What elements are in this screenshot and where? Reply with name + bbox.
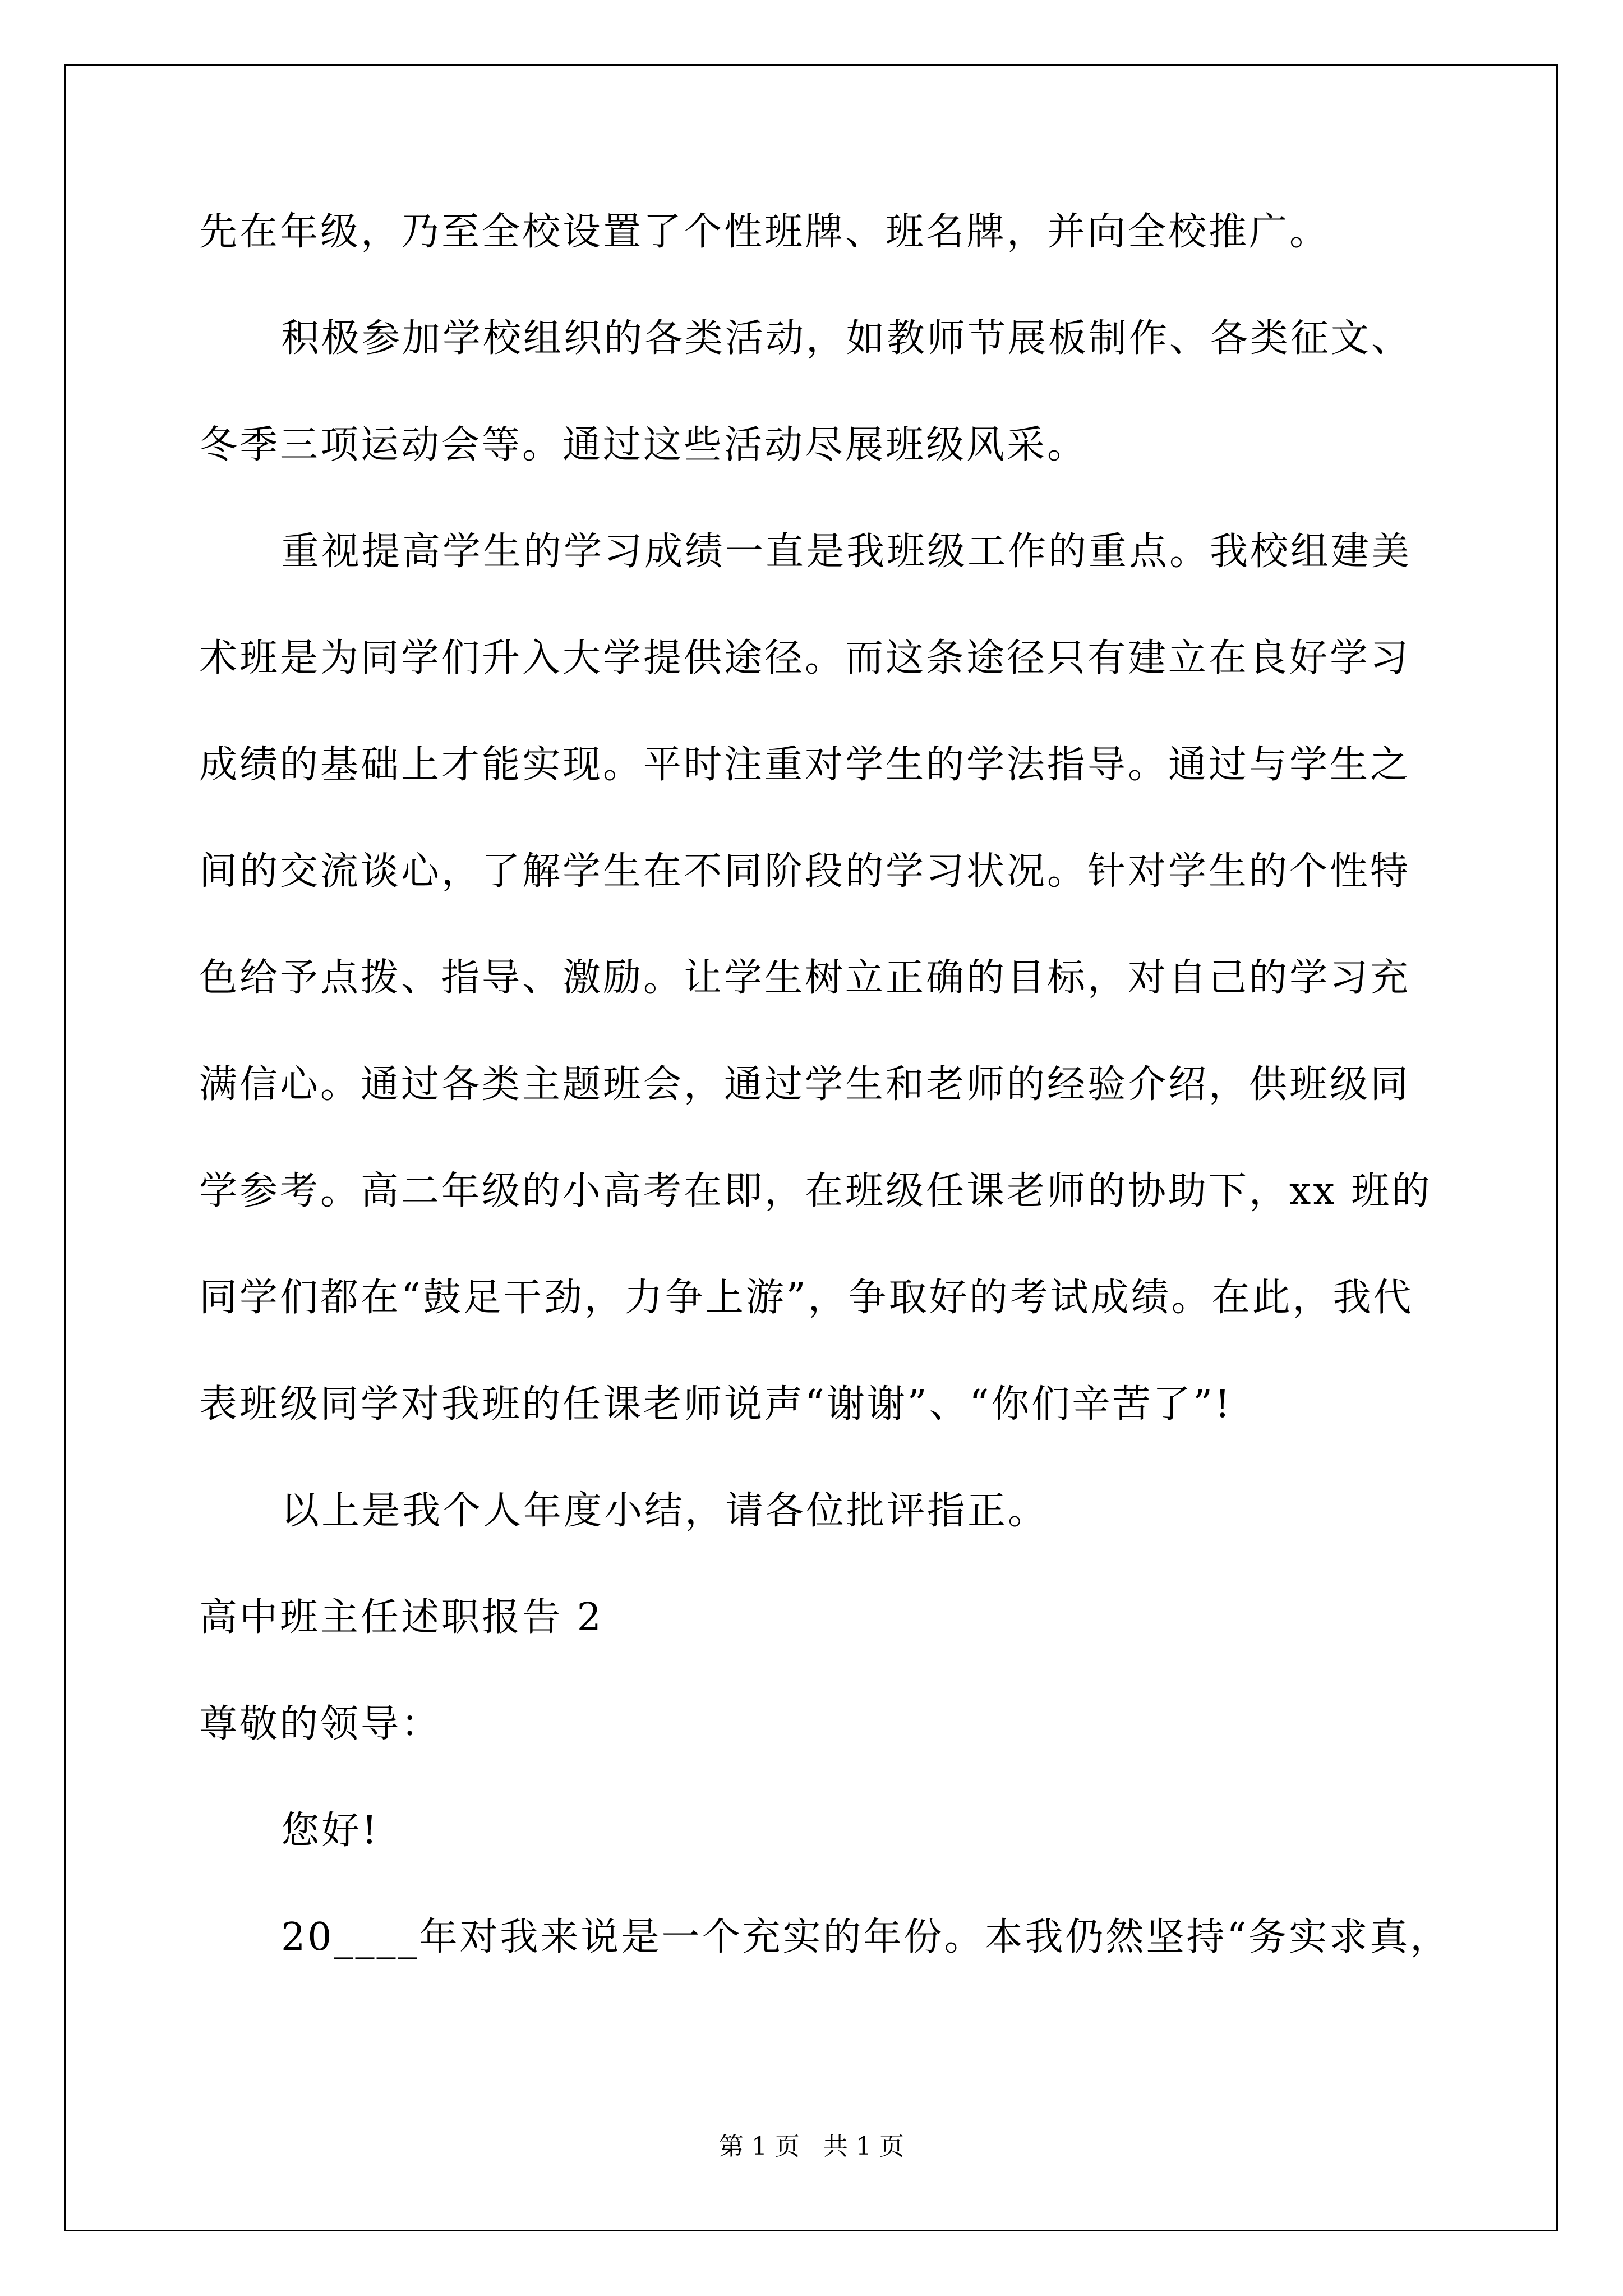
text-line: 积极参加学校组织的各类活动，如教师节展板制作、各类征文、 [281, 316, 1412, 361]
text-line: 满信心。通过各类主题班会，通过学生和老师的经验介绍，供班级同 [199, 1062, 1411, 1107]
page-number-current: 第 1 页 [719, 2132, 800, 2161]
page-footer [0, 2126, 1623, 2162]
text-line: 先在年级，乃至全校设置了个性班牌、班名牌，并向全校推广。 [199, 210, 1330, 254]
text-line: 20____年对我来说是一个充实的年份。本我仍然坚持“务实求真， [281, 1915, 1451, 1959]
text-line: 学参考。高二年级的小高考在即，在班级任课老师的协助下，xx 班的 [199, 1169, 1432, 1213]
text-line: 同学们都在“鼓足干劲，力争上游”，争取好的考试成绩。在此，我代 [199, 1276, 1414, 1320]
text-line: 间的交流谈心，了解学生在不同阶段的学习状况。针对学生的个性特 [199, 849, 1411, 894]
salutation: 尊敬的领导： [199, 1702, 442, 1746]
page-number-total: 共 1 页 [823, 2132, 904, 2161]
text-line: 色给予点拨、指导、激励。让学生树立正确的目标，对自己的学习充 [199, 956, 1411, 1000]
text-line: 术班是为同学们升入大学提供途径。而这条途径只有建立在良好学习 [199, 636, 1411, 680]
text-line: 成绩的基础上才能实现。平时注重对学生的学法指导。通过与学生之 [199, 743, 1411, 787]
text-line: 重视提高学生的学习成绩一直是我班级工作的重点。我校组建美 [281, 530, 1412, 574]
text-line: 表班级同学对我班的任课老师说声“谢谢”、“你们辛苦了”! [199, 1382, 1233, 1427]
greeting: 您好! [281, 1809, 380, 1853]
text-line: 以上是我个人年度小结，请各位批评指正。 [281, 1489, 1049, 1533]
text-line: 冬季三项运动会等。通过这些活动尽展班级风采。 [199, 423, 1088, 467]
section-heading: 高中班主任述职报告 2 [199, 1595, 603, 1640]
document-body [199, 210, 1451, 2025]
